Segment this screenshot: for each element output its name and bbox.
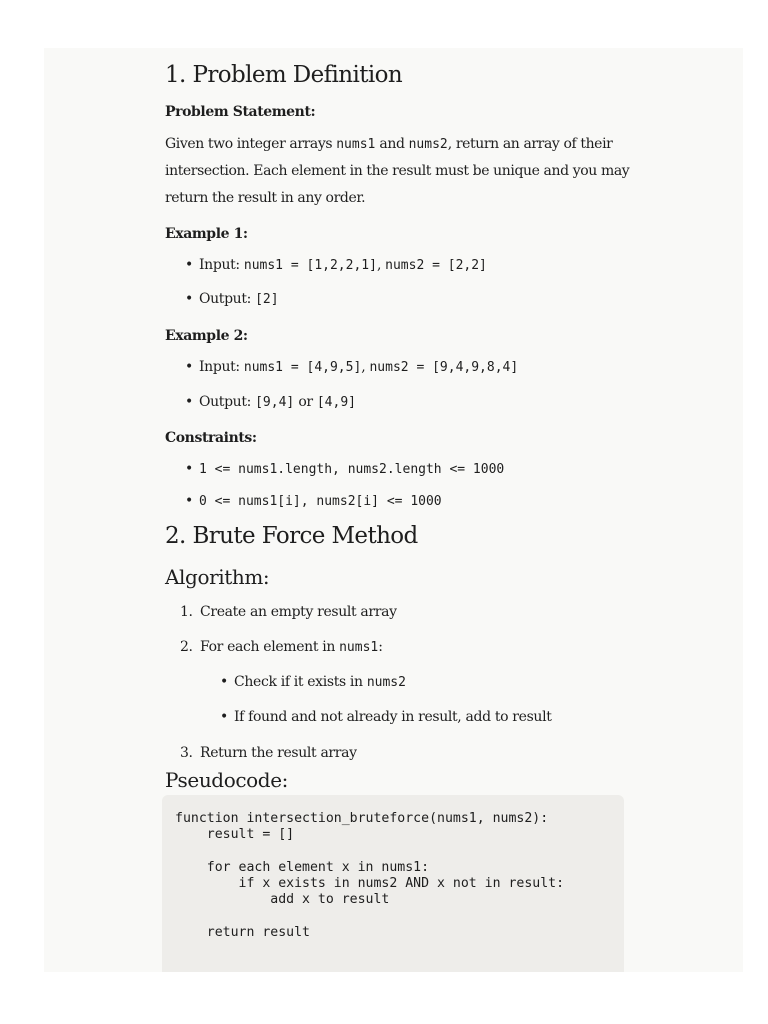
bullet: • xyxy=(185,493,193,509)
inline-code: nums2 = [2,2] xyxy=(385,258,487,273)
list-item: • Output: [2] xyxy=(185,291,279,307)
pseudocode-heading: Pseudocode: xyxy=(165,768,288,792)
list-item: 3. Return the result array xyxy=(180,745,357,761)
inline-code: nums2 = [9,4,9,8,4] xyxy=(369,360,519,375)
bullet: • xyxy=(185,257,193,273)
inline-code: 0 <= nums1[i], nums2[i] <= 1000 xyxy=(199,494,442,509)
inline-code: nums1 xyxy=(336,137,376,152)
list-number: 2. xyxy=(180,639,193,655)
example-1-label: Example 1: xyxy=(165,226,248,242)
constraints-label: Constraints: xyxy=(165,430,257,446)
statement-line: Given two integer arrays nums1 and nums2, return an array of their xyxy=(165,136,613,152)
bullet: • xyxy=(185,394,193,410)
problem-statement-label: Problem Statement: xyxy=(165,104,316,120)
inline-code: [2] xyxy=(255,292,279,307)
inline-code: nums2 xyxy=(366,675,406,690)
bullet: • xyxy=(220,674,228,690)
inline-code: [4,9] xyxy=(316,395,356,410)
list-item: 2. For each element in nums1: xyxy=(180,639,383,655)
pseudocode-text: function intersection_bruteforce(nums1, nums2): result = [] for each element x in nums1: if x exists in nums2 AND x not in result: add x to result return result xyxy=(175,811,565,941)
list-number: 1. xyxy=(180,604,193,620)
inline-code: nums2 xyxy=(408,137,448,152)
algorithm-heading: Algorithm: xyxy=(165,565,270,589)
document-page xyxy=(44,48,743,972)
example-2-label: Example 2: xyxy=(165,328,248,344)
list-item: 1. Create an empty result array xyxy=(180,604,397,620)
list-item: • Check if it exists in nums2 xyxy=(220,674,406,690)
section-title-brute-force: 2. Brute Force Method xyxy=(165,523,418,549)
inline-code: nums1 xyxy=(339,640,379,655)
list-item: • Input: nums1 = [4,9,5], nums2 = [9,4,9,8,4] xyxy=(185,359,519,375)
list-number: 3. xyxy=(180,745,193,761)
list-item xyxy=(185,461,504,477)
inline-code: 1 <= nums1.length, nums2.length <= 1000 xyxy=(199,462,505,477)
list-item: • Input: nums1 = [1,2,2,1], nums2 = [2,2] xyxy=(185,257,487,273)
inline-code: nums1 = [4,9,5] xyxy=(243,360,362,375)
list-item xyxy=(185,493,442,509)
bullet: • xyxy=(185,359,193,375)
inline-code: [9,4] xyxy=(255,395,295,410)
bullet: • xyxy=(220,709,228,725)
statement-line: return the result in any order. xyxy=(165,190,366,206)
statement-line: intersection. Each element in the result must be unique and you may xyxy=(165,163,630,179)
list-item: • If found and not already in result, add to result xyxy=(220,709,552,725)
list-item: • Output: [9,4] or [4,9] xyxy=(185,394,356,410)
bullet: • xyxy=(185,461,193,477)
problem-statement-text xyxy=(165,131,635,212)
bullet: • xyxy=(185,291,193,307)
section-title-problem-definition: 1. Problem Definition xyxy=(165,62,403,88)
code-block xyxy=(162,795,624,972)
inline-code: nums1 = [1,2,2,1] xyxy=(243,258,377,273)
